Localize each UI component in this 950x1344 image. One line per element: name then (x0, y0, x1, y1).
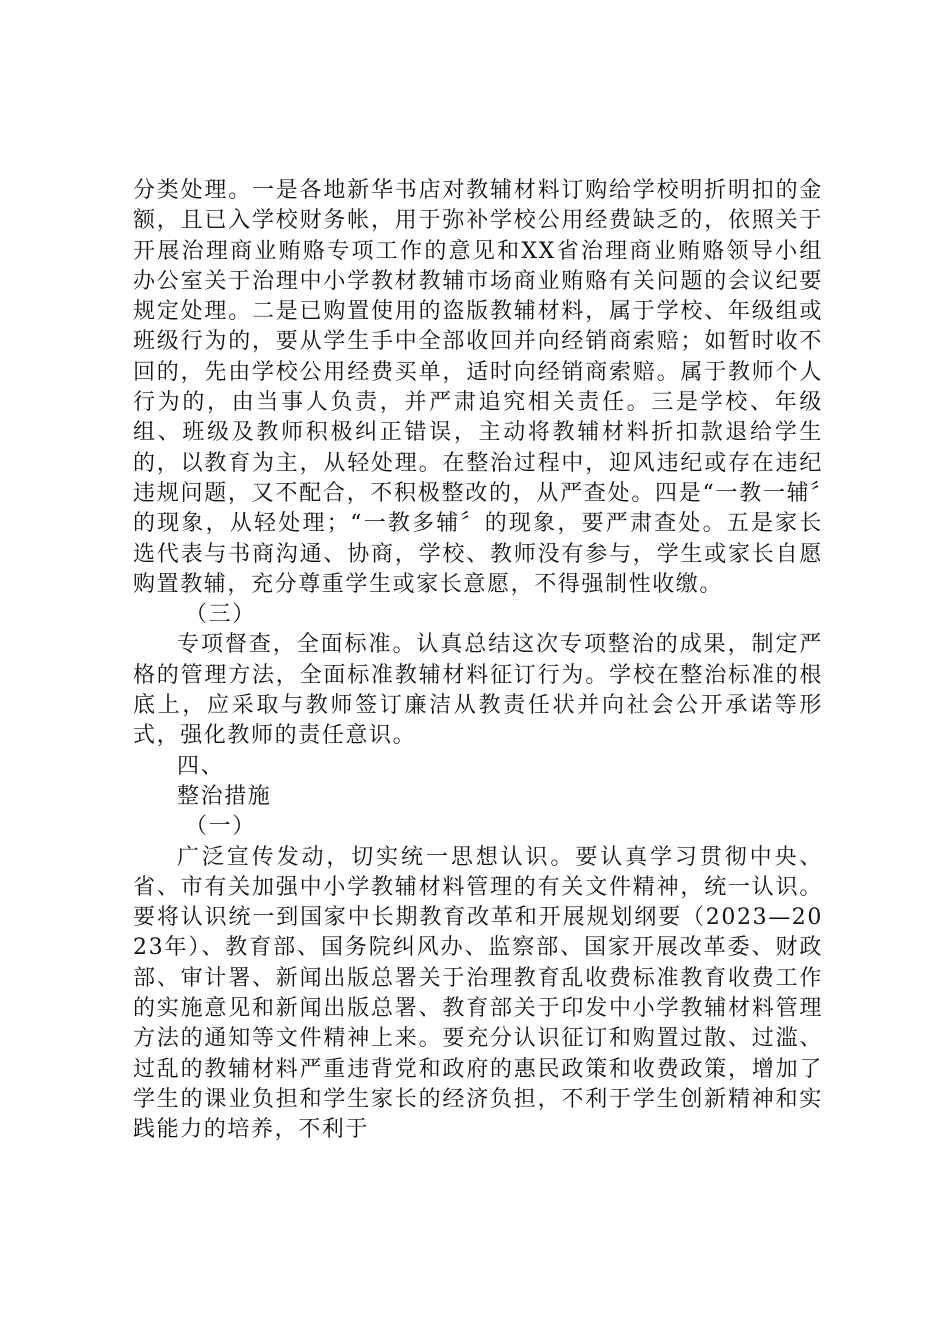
paragraph-publicity-mobilization: 广泛宣传发动，切实统一思想认识。要认真学习贯彻中央、省、市有关加强中小学教辅材料管理的有关文件精神，统一认识。要将认识统一到国家中长期教育改革和开展规划纲要（2023—2023年）、教育部、国务院纠风办、监察部、国家开展改革委、财政部、审计署、新闻出版总署关于治理教育乱收费标准教育收费工作的实施意见和新闻出版总署、教育部关于印发中小学教辅材料管理方法的通知等文件精神上来。要充分认识征订和购置过散、过滥、过乱的教辅材料严重违背党和政府的惠民政策和收费政策，增加了学生的课业负担和学生家长的经济负担，不利于学生创新精神和实践能力的培养，不利于 (133, 844, 823, 1143)
paragraph-classification-handling: 分类处理。一是各地新华书店对教辅材料订购给学校明折明扣的金额，且已入学校财务帐，用于弥补学校公用经费缺乏的，依照关于开展治理商业贿赂专项工作的意见和XX省治理商业贿赂领导小组办公室关于治理中小学教材教辅市场商业贿赂有关问题的会议纪要规定处理。二是已购置使用的盗版教辅材料，属于学校、年级组或班级行为的，要从学生手中全部收回并向经销商索赔；如暂时收不回的，先由学校公用经费买单，适时向经销商索赔。属于教师个人行为的，由当事人负责，并严肃追究相关责任。三是学校、年级组、班级及教师积极纠正错误，主动将教辅材料折扣款退给学生的，以教育为主，从轻处理。在整治过程中，迎风违纪或存在违纪违规问题，又不配合，不积极整改的，从严查处。四是“一教一辅〞的现象，从轻处理；“一教多辅〞的现象，要严肃查处。五是家长选代表与书商沟通、协商，学校、教师没有参与，学生或家长自愿购置教辅，充分尊重学生或家长意愿，不得强制性收缴。 (133, 178, 823, 597)
section-number-one: （一） (185, 814, 256, 840)
section-title-measures: 整治措施 (177, 783, 272, 809)
section-heading-four: 四、 (177, 753, 225, 779)
document-body (133, 176, 823, 1146)
section-number-three: （三） (185, 602, 256, 628)
paragraph-special-supervision: 专项督查，全面标准。认真总结这次专项整治的成果，制定严格的管理方法，全面标准教辅材料征订行为。学校在整治标准的根底上，应采取与教师签订廉洁从教责任状并向社会公开承诺等形式，强化教师的责任意识。 (133, 632, 823, 749)
